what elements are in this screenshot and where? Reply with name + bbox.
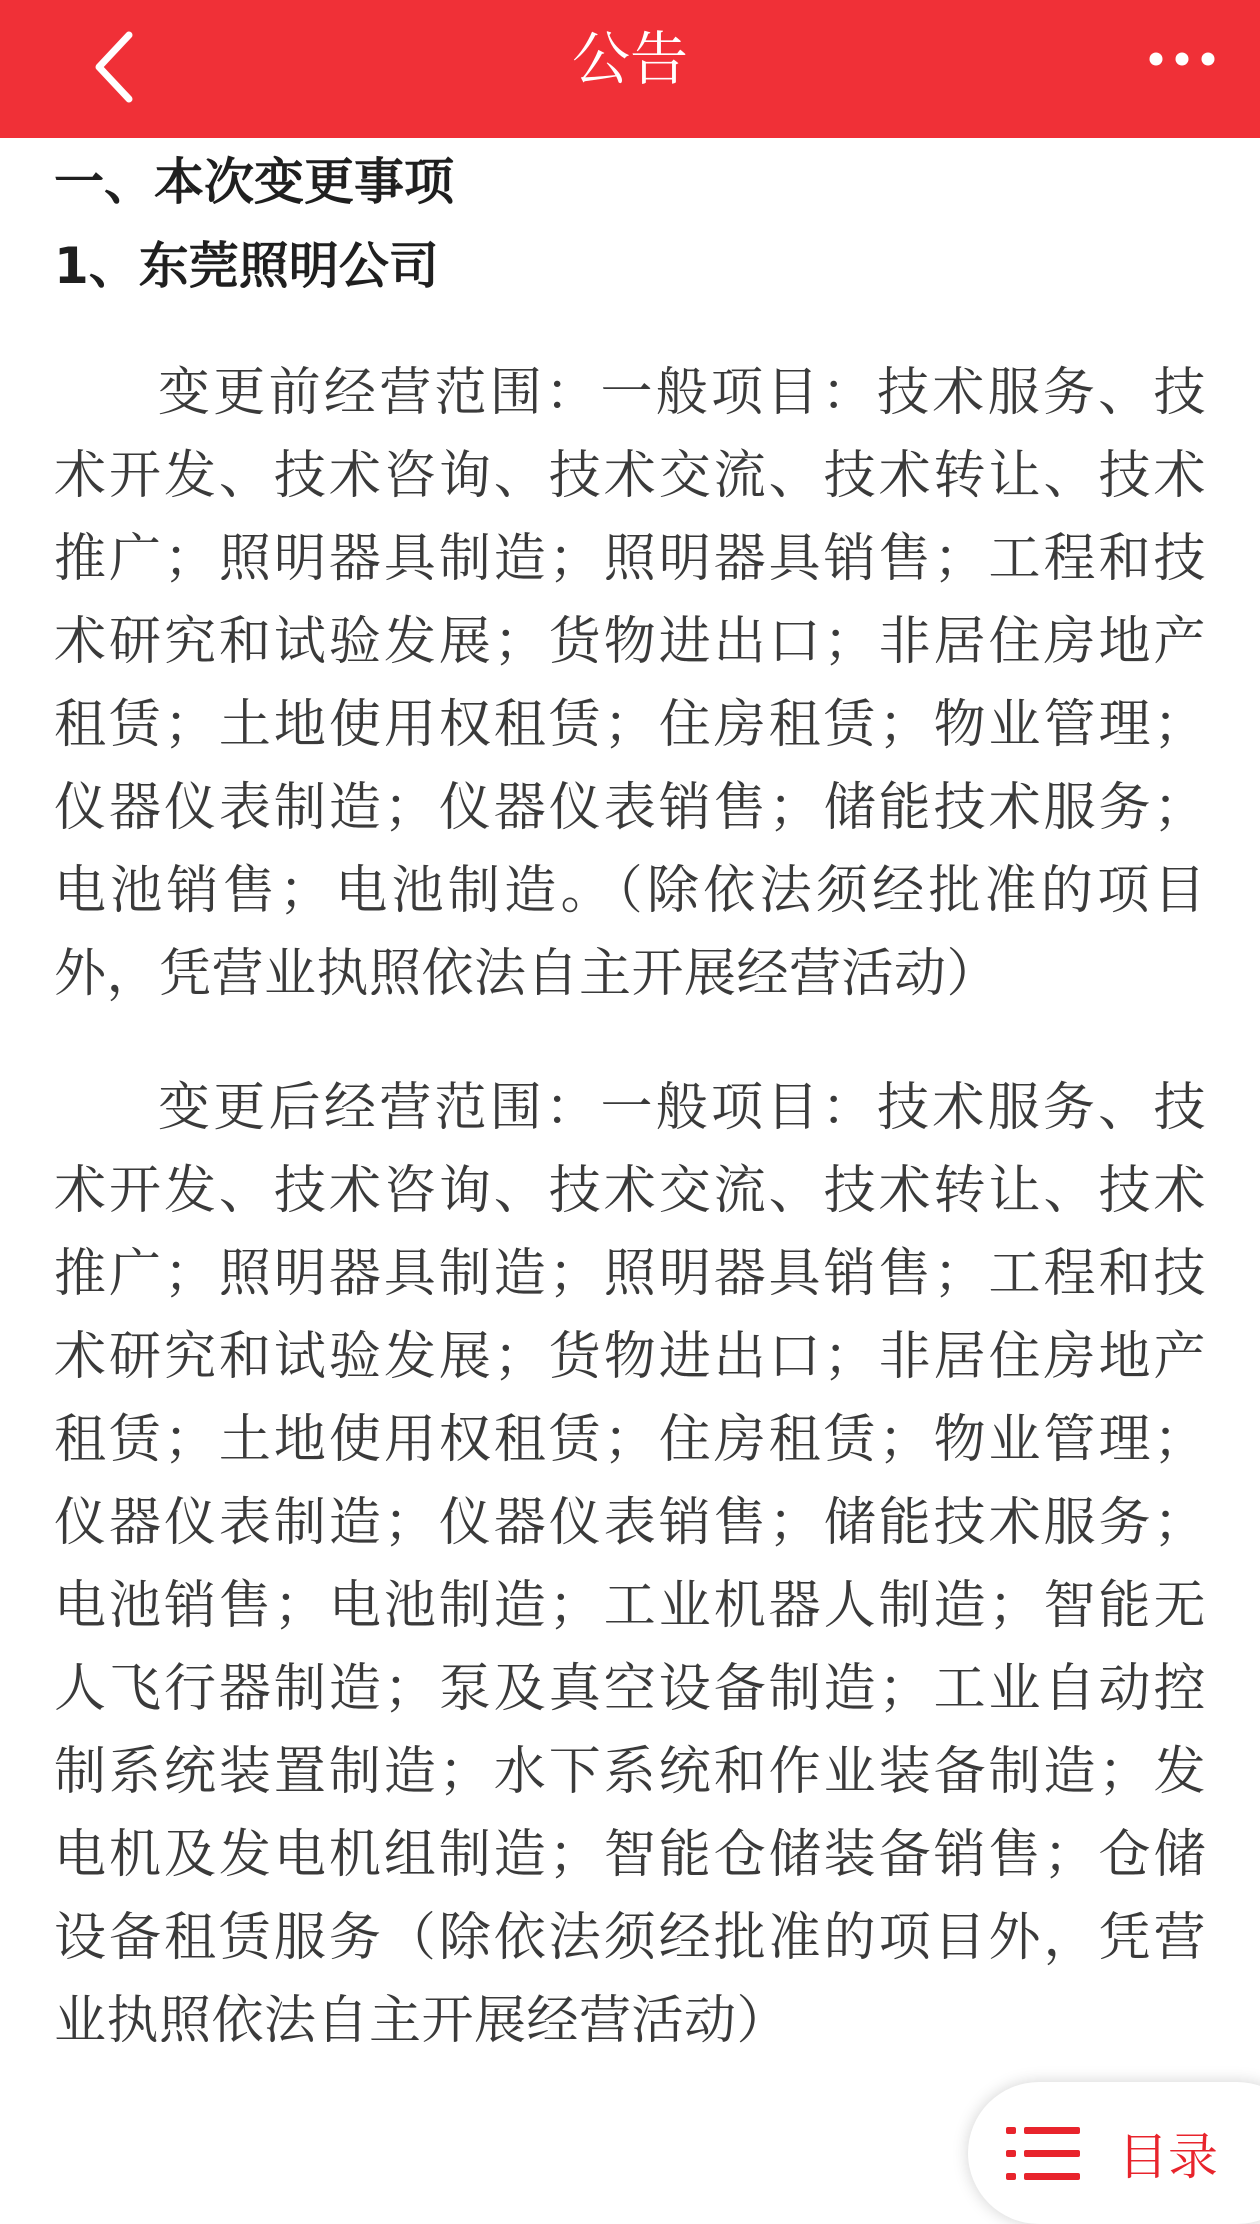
scope-before-paragraph: 变更前经营范围：一般项目：技术服务、技术开发、技术咨询、技术交流、技术转让、技术推广；照明器具制造；照明器具销售；工程和技术研究和试验发展；货物进出口；非居住房地产租赁；土地使用权租赁；住房租赁；物业管理；仪器仪表制造；仪器仪表销售；储能技术服务；电池销售；电池制造。（除依法须经批准的项目外，凭营业执照依法自主开展经营活动） [54, 363, 1206, 1004]
scope-after-paragraph: 变更后经营范围：一般项目：技术服务、技术开发、技术咨询、技术交流、技术转让、技术推广；照明器具制造；照明器具销售；工程和技术研究和试验发展；货物进出口；非居住房地产租赁；土地使用权租赁；住房租赁；物业管理；仪器仪表制造；仪器仪表销售；储能技术服务；电池销售；电池制造；工业机器人制造；智能无人飞行器制造；泵及真空设备制造；工业自动控制系统装置制造；水下系统和作业装备制造；发电机及发电机组制造；智能仓储装备销售；仓储设备租赁服务（除依法须经批准的项目外，凭营业执照依法自主开展经营活动） [54, 1078, 1206, 2051]
toc-button[interactable] [968, 2082, 1260, 2224]
page-title: 公告 [571, 25, 688, 93]
top-bar [0, 0, 1260, 138]
list-icon [1006, 2123, 1084, 2183]
back-button[interactable] [72, 22, 162, 112]
company-heading: 1、东莞照明公司 [54, 237, 439, 295]
article-content [54, 138, 1206, 2063]
more-button[interactable] [1128, 26, 1236, 92]
toc-label: 目录 [1118, 2128, 1218, 2186]
more-dots-icon [1146, 49, 1218, 69]
chevron-left-icon [87, 29, 147, 105]
section-heading: 一、本次变更事项 [54, 153, 454, 211]
